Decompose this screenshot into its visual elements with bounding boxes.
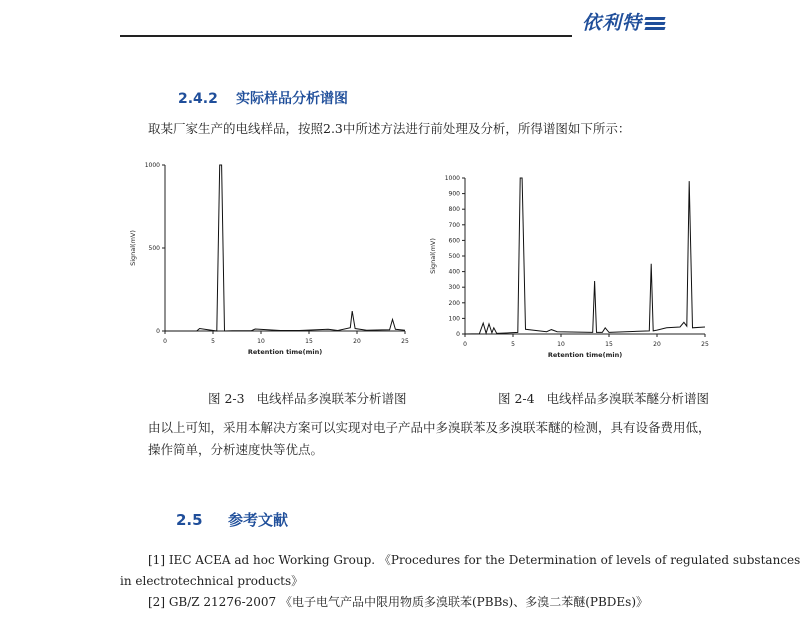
conclusion-line-1: 由以上可知，采用本解决方案可以实现对电子产品中多溴联苯及多溴联苯醚的检测，具有设备费用低， [148, 420, 711, 435]
series-line [465, 178, 705, 334]
header-rule [120, 35, 572, 37]
figure-caption-2-3 [208, 389, 407, 407]
y-tick-label: 1000 [444, 175, 460, 182]
x-tick-label: 25 [701, 341, 709, 348]
y-tick-label: 200 [448, 299, 460, 307]
logo-bars-icon [645, 15, 665, 32]
caption-text: 电线样品多溴联苯分析谱图 [256, 391, 407, 406]
caption-label: 图 2-3 [208, 391, 245, 406]
y-tick-label: 0 [156, 328, 160, 335]
y-tick-label: 900 [448, 190, 460, 198]
x-tick-label: 0 [463, 341, 467, 348]
intro-paragraph: 取某厂家生产的电线样品，按照2.3中所述方法进行前处理及分析，所得谱图如下所示： [148, 121, 631, 136]
x-axis-label: Retention time(min) [547, 351, 623, 359]
x-tick-label: 20 [653, 341, 661, 348]
x-tick-label: 5 [511, 341, 515, 348]
reference-2: [2] GB/Z 21276-2007 《电子电气产品中限用物质多溴联苯(PBBs)、多溴二苯醚(PBDEs)》 [148, 595, 649, 609]
section-number: 2.4.2 [178, 91, 218, 107]
caption-label: 图 2-4 [498, 391, 535, 406]
caption-text: 电线样品多溴联苯醚分析谱图 [546, 391, 710, 406]
figure-caption-2-4 [498, 389, 709, 407]
y-axis-label: Signal(mV) [429, 238, 437, 274]
y-tick-label: 500 [148, 245, 160, 252]
reference-1-line-1: [1] IEC ACEA ad hoc Working Group. 《Procedures for the Determination of levels of regulated substances [148, 553, 800, 567]
y-tick-label: 300 [448, 284, 460, 292]
y-tick-label: 500 [448, 253, 460, 260]
y-tick-label: 1000 [144, 162, 160, 169]
section-heading-2-4-2 [178, 88, 348, 108]
x-tick-label: 25 [401, 338, 409, 345]
conclusion-line-2: 操作简单，分析速度快等优点。 [148, 442, 324, 457]
x-tick-label: 15 [305, 338, 313, 345]
y-tick-label: 700 [448, 221, 460, 229]
y-axis-label: Signal(mV) [129, 230, 137, 266]
x-tick-label: 15 [605, 341, 613, 348]
chromatogram-pbde [418, 168, 718, 368]
x-tick-label: 0 [163, 338, 167, 345]
x-tick-label: 10 [557, 341, 565, 348]
chromatogram-pbb [118, 155, 418, 367]
y-tick-label: 800 [448, 206, 460, 214]
x-tick-label: 10 [257, 338, 265, 345]
y-tick-label: 100 [448, 315, 460, 323]
company-logo [582, 8, 665, 35]
section-number: 2.5 [176, 511, 203, 529]
x-tick-label: 5 [211, 338, 215, 345]
section-heading-2-5 [176, 509, 288, 530]
section-title: 参考文献 [228, 511, 289, 529]
series-line [165, 165, 405, 331]
x-axis-label: Retention time(min) [247, 348, 323, 356]
y-tick-label: 600 [448, 237, 460, 245]
x-tick-label: 20 [353, 338, 361, 345]
section-title: 实际样品分析谱图 [236, 91, 348, 107]
y-tick-label: 400 [448, 268, 460, 276]
reference-1-line-2: in electrotechnical products》 [120, 574, 304, 588]
y-tick-label: 0 [456, 331, 460, 338]
logo-text: 依利特 [582, 12, 643, 34]
